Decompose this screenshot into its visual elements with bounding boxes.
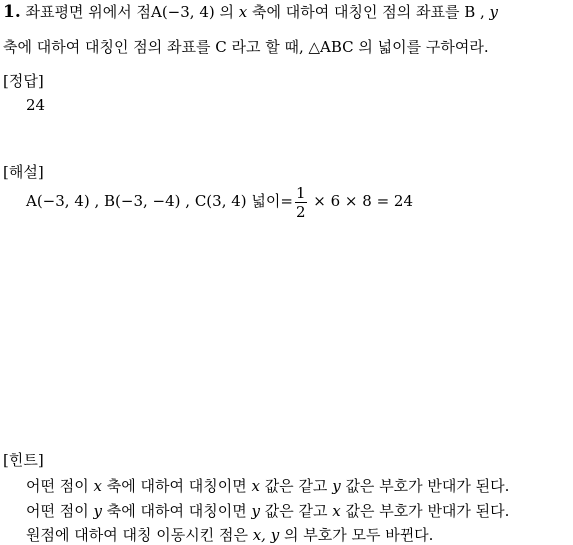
var-y: y (251, 502, 260, 520)
hint-text: 어떤 점이 (26, 477, 94, 495)
hint-text: 의 부호가 모두 바뀐다. (279, 526, 434, 544)
hint-label: [힌트] (3, 451, 44, 469)
problem-text: 축에 대하여 대칭인 점의 좌표를 B , (247, 3, 490, 21)
explanation-expr: A(−3, 4) , B(−3, −4) , C(3, 4) 넓이 (26, 192, 281, 210)
answer-value: 24 (26, 96, 46, 114)
point-a: A(−3, 4) (151, 3, 215, 21)
hint-text: 축에 대하여 대칭이면 (101, 477, 252, 495)
explanation-label: [해설] (3, 163, 44, 181)
var-xy: x, y (252, 526, 280, 544)
var-y: y (332, 477, 341, 495)
fraction-denominator: 2 (295, 202, 306, 221)
explanation-formula (26, 183, 413, 221)
explanation-rest: × 6 × 8 = 24 (308, 192, 414, 210)
problem-text: 의 (214, 3, 239, 21)
problem-number: 1. (3, 2, 21, 22)
var-x: x (251, 477, 260, 495)
hint-line-2 (26, 501, 509, 521)
answer-label: [정답] (3, 72, 44, 90)
fraction (295, 184, 307, 221)
var-x: x (332, 502, 341, 520)
equals-sign: = (280, 192, 293, 210)
hint-text: 값은 같고 (259, 502, 333, 520)
hint-text: 값은 같고 (259, 477, 333, 495)
problem-line-1 (3, 2, 498, 22)
problem-line-2: 축에 대하여 대칭인 점의 좌표를 C 라고 할 때, △ABC 의 넓이를 구하여라. (3, 38, 489, 56)
hint-text: 값은 부호가 반대가 된다. (340, 477, 510, 495)
hint-line-3 (26, 525, 433, 545)
hint-text: 원점에 대하여 대칭 이동시킨 점은 (26, 526, 253, 544)
hint-text: 축에 대하여 대칭이면 (101, 502, 252, 520)
hint-line-1 (26, 476, 509, 496)
var-x: x (93, 477, 102, 495)
hint-text: 값은 부호가 반대가 된다. (340, 502, 510, 520)
var-x: x (238, 3, 248, 21)
var-y: y (93, 502, 102, 520)
hint-text: 어떤 점이 (26, 502, 94, 520)
var-y: y (489, 3, 499, 21)
fraction-numerator: 1 (295, 183, 306, 202)
problem-text: 좌표평면 위에서 점 (25, 3, 151, 21)
